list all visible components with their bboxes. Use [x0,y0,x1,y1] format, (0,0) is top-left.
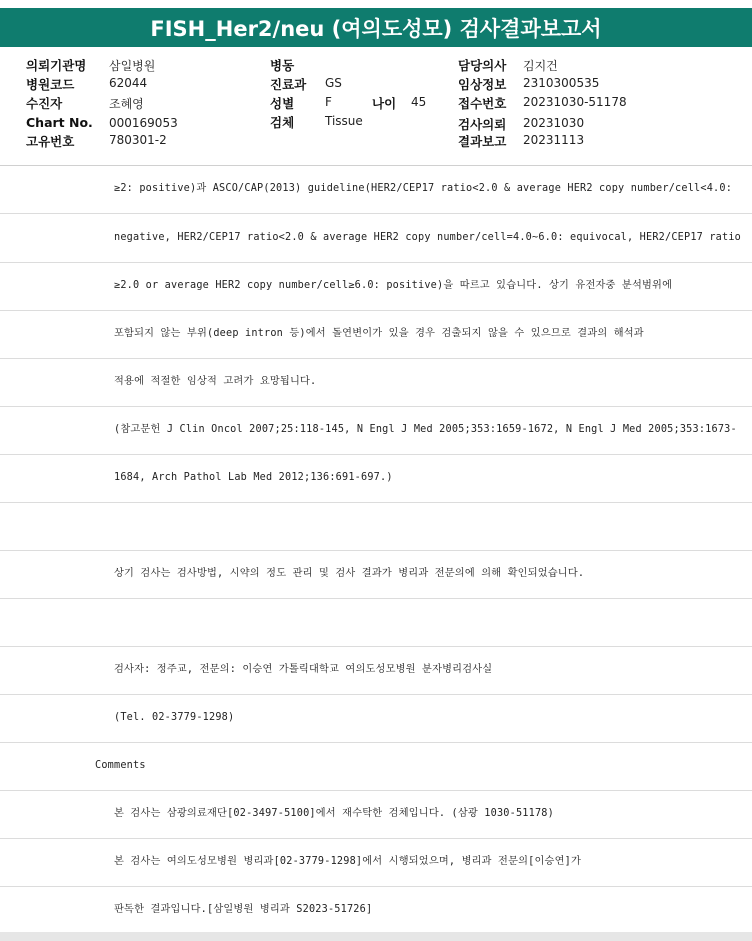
report-line-text: 본 검사는 여의도성모병원 병리과[02-3779-1298]에서 시행되었으며, 병리과 전문의[이승연]가 [114,856,581,867]
report-line [0,646,752,695]
label-requesting-institution: 의뢰기관명 [26,58,87,73]
label-sex: 성별 [270,96,295,111]
report-line-text: ≥2: positive)과 ASCO/CAP(2013) guideline(HER2/CEP17 ratio<2.0 & average HER2 copy number/cell<4.0: [114,183,733,194]
comments-heading: Comments [95,760,146,771]
value-requesting-institution: 삼일병원 [109,59,156,73]
label-doctor: 담당의사 [458,58,507,73]
report-line-text: (참고문헌 J Clin Oncol 2007;25:118-145, N Engl J Med 2005;353:1659-1672, N Engl J Med 2005;353:1673- [114,424,737,435]
value-clinical-info: 2310300535 [523,76,600,90]
report-line-text: ≥2.0 or average HER2 copy number/cell≥6.0: positive)을 따르고 있습니다. 상기 유전자중 분석범위에 [114,280,673,291]
report-line-text: 상기 검사는 검사방법, 시약의 정도 관리 및 검사 결과가 병리과 전문의에 의해 확인되었습니다. [114,568,585,579]
report-line [0,838,752,887]
label-specimen: 검체 [270,115,295,130]
patient-info-panel [0,47,752,166]
value-sex: F [325,95,332,109]
report-line-text: 본 검사는 삼광의료재단[02-3497-5100]에서 재수탁한 검체입니다. (삼광 1030-51178) [114,808,554,819]
label-test-request: 검사의뢰 [458,117,507,132]
label-unique-id: 고유번호 [26,134,75,149]
report-line-text: 판독한 결과입니다.[삼일병원 병리과 S2023-51726] [114,904,373,915]
value-patient: 조혜영 [109,97,144,111]
value-receipt-no: 20231030-51178 [523,95,627,109]
report-line [0,406,752,455]
label-patient: 수진자 [26,96,63,111]
report-line [0,742,752,791]
label-clinical-info: 임상정보 [458,77,507,92]
value-specimen: Tissue [325,114,363,128]
label-department: 진료과 [270,77,307,92]
value-department: GS [325,76,342,90]
report-line [0,310,752,359]
report-line [0,358,752,407]
report-line [0,214,752,263]
report-line-text: 포함되지 않는 부위(deep intron 등)에서 돌연변이가 있을 경우 검출되지 않을 수 있으므로 결과의 해석과 [114,328,644,339]
report-line [0,454,752,503]
value-result-report: 20231113 [523,133,585,147]
value-chart-no: 000169053 [109,116,178,130]
report-line-text: 1684, Arch Pathol Lab Med 2012;136:691-697.) [114,472,393,483]
report-line-text: negative, HER2/CEP17 ratio<2.0 & average HER2 copy number/cell=4.0~6.0: equivocal, HER2/CEP17 ratio [114,232,742,243]
report-line [0,598,752,647]
value-test-request: 20231030 [523,116,585,130]
value-doctor: 김지건 [523,59,558,73]
report-line [0,694,752,743]
label-ward: 병동 [270,58,295,73]
bottom-scroll-strip [0,932,752,941]
report-line-text: (Tel. 02-3779-1298) [114,712,235,723]
label-result-report: 결과보고 [458,134,507,149]
report-line [0,550,752,599]
value-age: 45 [411,95,427,109]
label-age: 나이 [372,96,397,111]
report-line [0,166,752,214]
report-title: FISH_Her2/neu (여의도성모) 검사결과보고서 [0,8,752,47]
report-line [0,502,752,551]
label-chart-no: Chart No. [26,115,93,130]
report-line [0,790,752,839]
value-unique-id: 780301-2 [109,133,167,147]
label-hospital-code: 병원코드 [26,77,75,92]
report-line-text: 검사자: 정주교, 전문의: 이승연 가톨릭대학교 여의도성모병원 분자병리검사실 [114,664,493,675]
report-line [0,262,752,311]
label-receipt-no: 접수번호 [458,96,507,111]
report-line-text: 적용에 적절한 임상적 고려가 요망됩니다. [114,376,317,387]
report-body [0,166,752,941]
report-line [0,886,752,933]
value-hospital-code: 62044 [109,76,148,90]
